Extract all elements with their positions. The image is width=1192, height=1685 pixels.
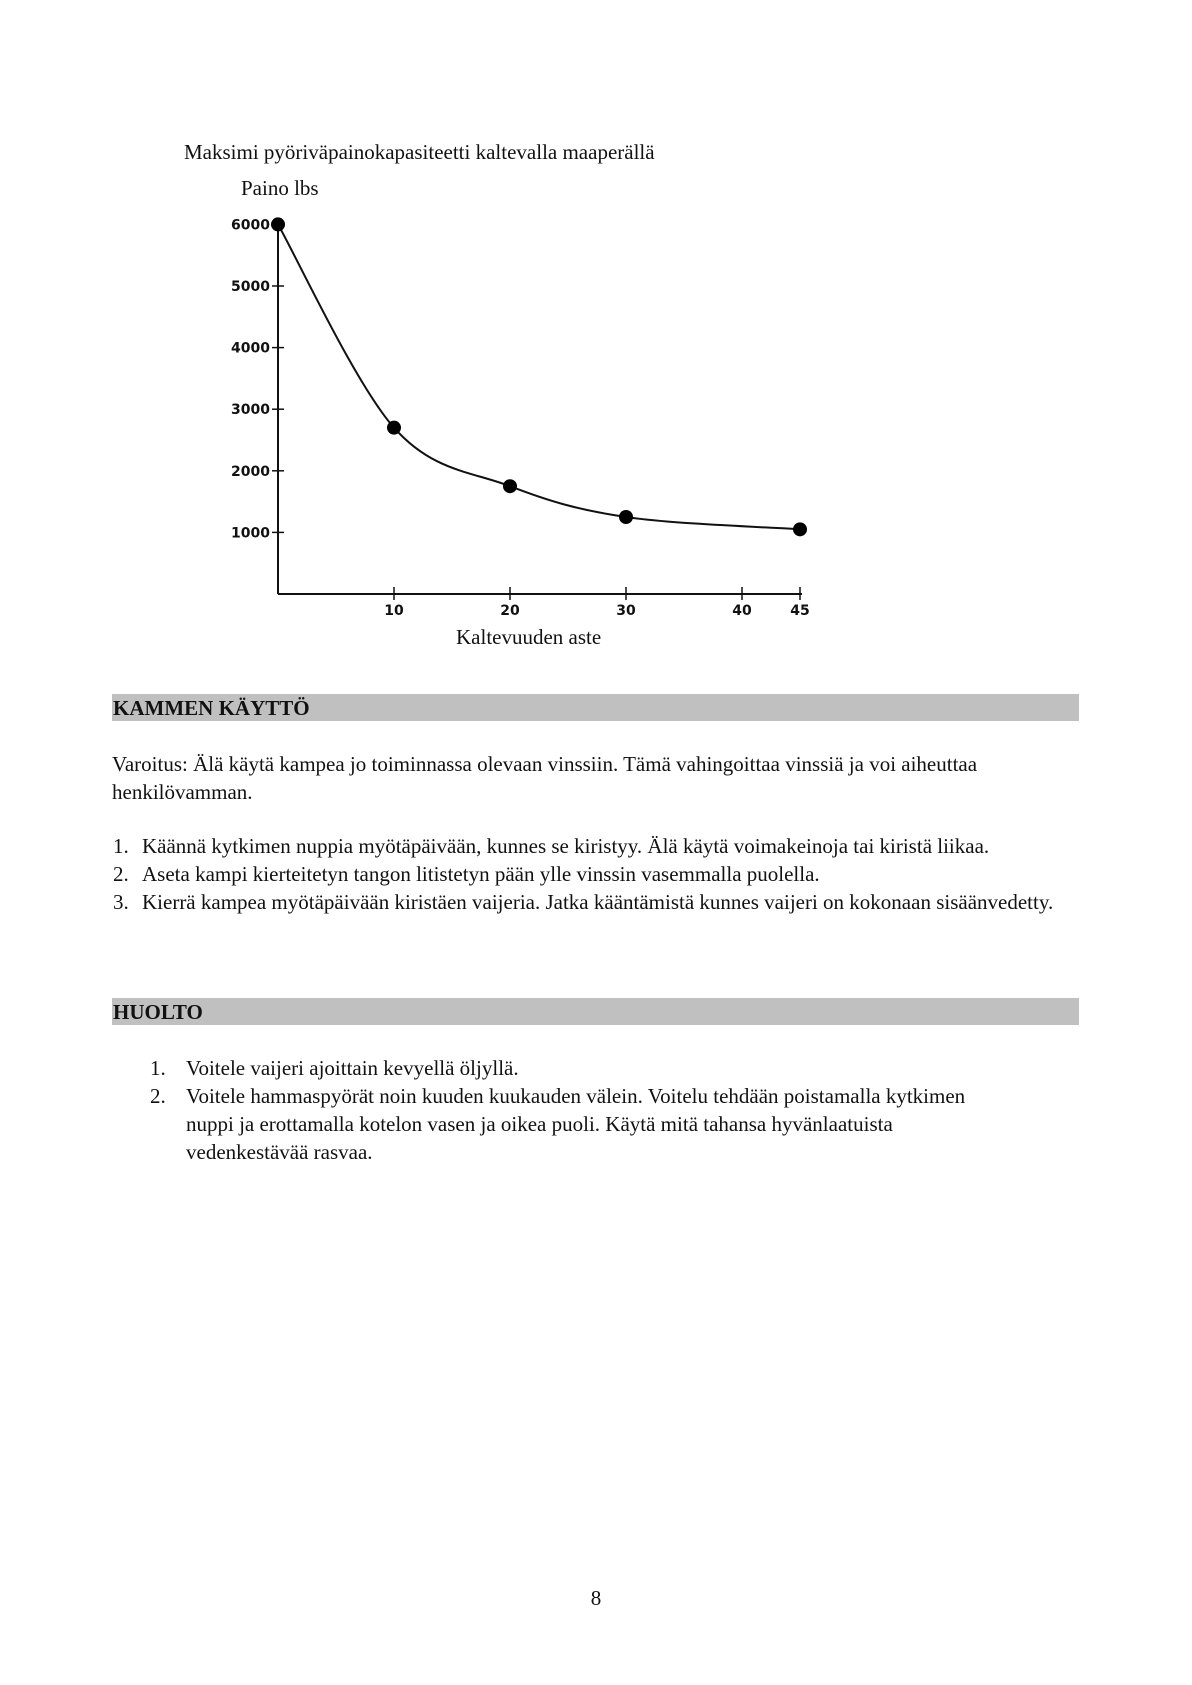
section-heading-crank: KAMMEN KÄYTTÖ [112, 694, 1079, 721]
warning-text: Varoitus: Älä käytä kampea jo toiminnassa olevaan vinssiin. Tämä vahingoittaa vinssiä ja voi aiheuttaa henkilövamman. [112, 752, 978, 804]
y-tick-label: 2000 [231, 463, 270, 480]
y-tick-label: 1000 [231, 525, 270, 542]
chart-curve [278, 224, 800, 529]
x-tick-label: 20 [500, 603, 520, 619]
list-item: 2. Voitele hammaspyörät noin kuuden kuukauden välein. Voitelu tehdään poistamalla kytkimen nuppi ja erottamalla kotelon vasen ja oikea puoli. Käytä mitä tahansa hyvänlaatuista vedenkestävää rasvaa. [150, 1084, 966, 1164]
crank-steps-list [113, 832, 1077, 916]
chart-title: Maksimi pyöriväpainokapasiteetti kaltevalla maaperällä [184, 140, 655, 164]
data-point [387, 421, 401, 435]
page-number: 8 [590, 1586, 602, 1610]
data-point [793, 522, 807, 536]
maintenance-steps-list [150, 1054, 1006, 1166]
y-tick-label: 4000 [231, 340, 270, 357]
x-axis-label: Kaltevuuden aste [456, 625, 602, 649]
capacity-chart [0, 0, 1192, 700]
section-heading-maintenance: HUOLTO [112, 998, 1079, 1025]
data-point [271, 217, 285, 231]
y-tick-label: 3000 [231, 402, 270, 419]
chart-points [271, 217, 807, 536]
x-tick-label: 45 [790, 603, 810, 619]
list-item: 3. Kierrä kampea myötäpäivään kiristäen vaijeria. Jatka kääntämistä kunnes vaijeri on kokonaan sisäänvedetty. [113, 890, 1054, 914]
y-axis-label: Paino lbs [241, 176, 319, 200]
x-tick-label: 30 [616, 603, 636, 619]
data-point [503, 479, 517, 493]
series-line [278, 224, 800, 529]
list-item: 1. Käännä kytkimen nuppia myötäpäivään, kunnes se kiristyy. Älä käytä voimakeinoja tai kiristä liikaa. [113, 834, 990, 858]
y-tick-label: 6000 [231, 217, 270, 234]
data-point [619, 510, 633, 524]
list-item: 1. Voitele vaijeri ajoittain kevyellä öljyllä. [150, 1056, 519, 1080]
list-item: 2. Aseta kampi kierteitetyn tangon litistetyn pään ylle vinssin vasemmalla puolella. [113, 862, 820, 886]
y-tick-label: 5000 [231, 279, 270, 295]
chart-axes [231, 217, 810, 619]
x-tick-label: 40 [732, 603, 752, 619]
x-tick-label: 10 [384, 603, 404, 619]
